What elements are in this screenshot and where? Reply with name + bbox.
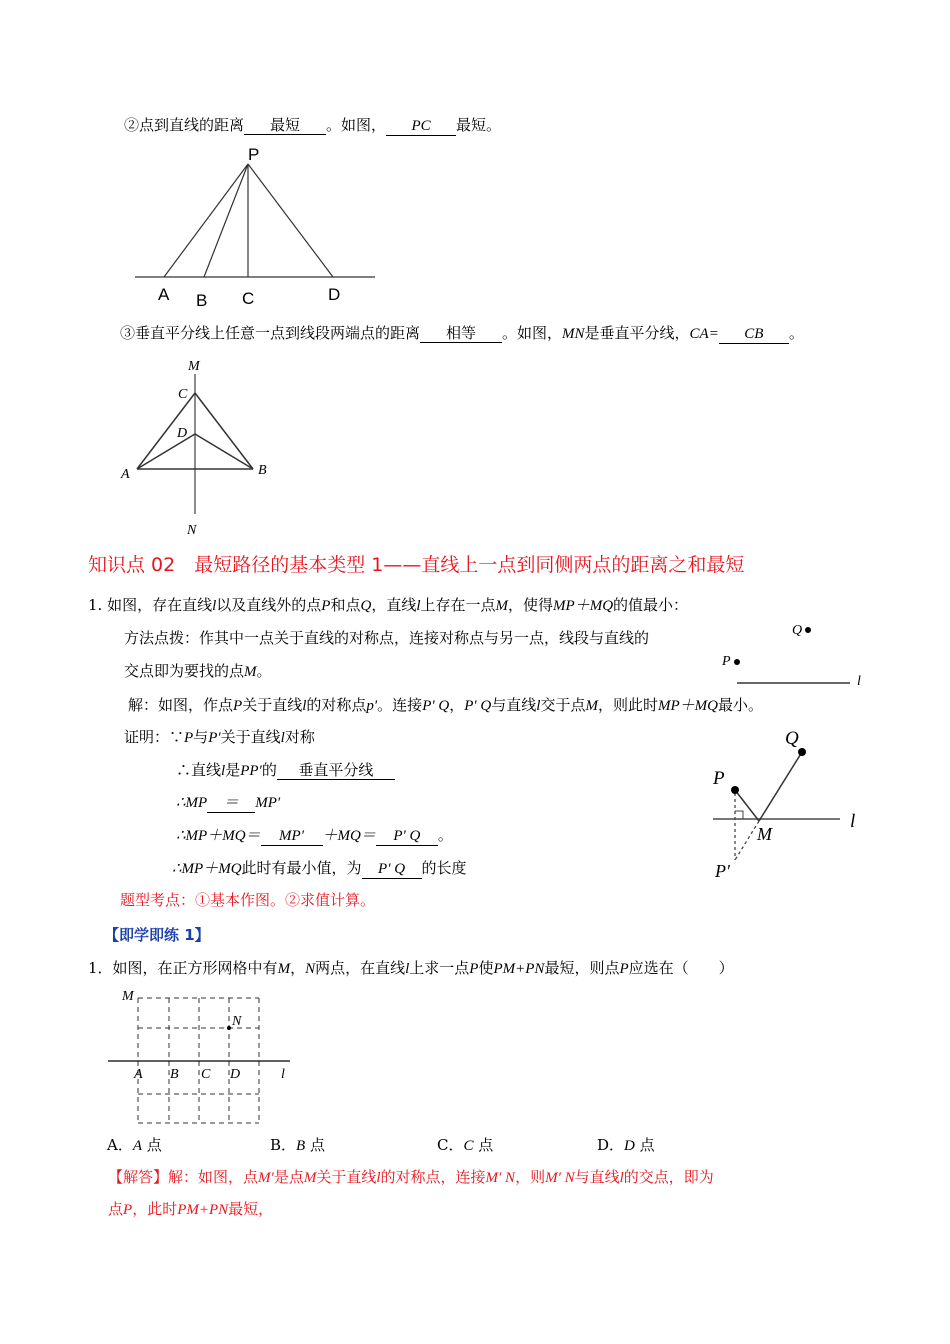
exam-points: 题型考点：①基本作图。②求值计算。 <box>120 891 376 909</box>
option-suffix: 点 <box>309 1136 325 1154</box>
label-m: M <box>188 359 200 374</box>
text: ，则此时 <box>597 696 658 714</box>
segment-pm <box>735 790 759 821</box>
text: 解：如图，点 <box>168 1168 259 1186</box>
label-d: D <box>230 1067 241 1082</box>
var-m: M <box>585 698 598 714</box>
proof-line-4 <box>176 826 453 846</box>
text: ∴MP＋MQ＝ <box>176 828 261 844</box>
option-c[interactable] <box>437 1135 493 1156</box>
option-key: A． <box>107 1136 133 1154</box>
text: ， <box>449 696 465 714</box>
segment-bd <box>195 434 253 469</box>
label-b: B <box>196 291 208 310</box>
text: 的 <box>261 761 277 779</box>
answer-tag: 【解答】 <box>108 1168 169 1186</box>
text: 点 <box>108 1200 124 1218</box>
problem-1-intro <box>88 595 688 616</box>
blank-shortest: 最短 <box>244 117 326 135</box>
text: 交点即为要找的点 <box>124 662 245 680</box>
answer-line-1 <box>108 1167 714 1188</box>
var-p-prime: P′ <box>208 730 221 746</box>
text: 此时有最小值，为 <box>241 859 362 877</box>
var-p: P <box>619 961 629 977</box>
option-key: D． <box>597 1136 625 1154</box>
section-2-line <box>124 115 501 136</box>
text: 关于直线 <box>316 1168 377 1186</box>
solution-line <box>128 695 763 716</box>
text: 是 <box>225 761 241 779</box>
text: 的长度 <box>421 859 467 877</box>
var-m: M <box>303 1170 317 1186</box>
label-d: D <box>177 426 188 441</box>
text: 上存在一点 <box>420 596 496 614</box>
var-m: M <box>277 961 291 977</box>
text: 如图，在正方形网格中有 <box>112 959 278 977</box>
section-2-prefix: ②点到直线的距离 <box>124 116 245 134</box>
label-p: P <box>722 654 731 669</box>
text: 的对称点，连接 <box>380 1168 486 1186</box>
text: 最短， <box>228 1200 274 1218</box>
segment-pp: PP′ <box>240 763 262 779</box>
segment-pq: P′ Q <box>422 698 450 714</box>
segment-bc <box>195 393 253 469</box>
text: 上求一点 <box>409 959 470 977</box>
var-m: M <box>495 598 509 614</box>
option-d[interactable] <box>597 1135 655 1156</box>
label-a: A <box>121 467 130 482</box>
blank-pq: P′ Q <box>376 828 438 846</box>
point-p <box>734 659 740 665</box>
method-tip-line-1: 方法点拨：作其中一点关于直线的对称点，连接对称点与另一点，线段与直线的 <box>124 629 650 647</box>
section-3-middle1: 。如图， <box>502 324 563 342</box>
var-p: P <box>321 598 331 614</box>
var-l: l <box>405 961 410 977</box>
label-q: Q <box>792 623 803 638</box>
text: 与 <box>193 728 209 746</box>
text: 如图，存在直线 <box>107 596 213 614</box>
expr: MP＋MQ <box>553 598 614 614</box>
label-l: l <box>850 811 856 832</box>
answer-line-2 <box>108 1199 273 1220</box>
option-var: A <box>132 1138 143 1154</box>
text: 交于点 <box>540 696 586 714</box>
label-l: l <box>857 674 861 689</box>
text: 关于直线 <box>242 696 303 714</box>
proof-line-3 <box>176 793 280 813</box>
label-c: C <box>178 387 188 402</box>
text: 最短，则点 <box>544 959 620 977</box>
var-l: l <box>221 763 226 779</box>
text: ，直线 <box>371 596 417 614</box>
label-b: B <box>258 463 267 478</box>
blank-perp-bisector: 垂直平分线 <box>277 762 395 780</box>
blank-mp-prime: MP′ <box>261 828 323 846</box>
segment-mn: M′ N <box>485 1170 516 1186</box>
segment-pb <box>204 164 248 277</box>
right-angle-mark <box>735 811 743 819</box>
var-p-prime: p′ <box>366 698 378 714</box>
text: 。连接 <box>377 696 423 714</box>
var-n: N <box>305 961 316 977</box>
segment-pa <box>164 164 248 277</box>
text: 最小。 <box>717 696 763 714</box>
problem-number: 1. <box>88 596 103 614</box>
text: ， <box>290 959 306 977</box>
blank-equals: ＝ <box>207 795 255 813</box>
option-a[interactable] <box>107 1135 162 1156</box>
text: 解：如图，作点 <box>128 696 234 714</box>
knowledge-point-heading: 知识点 02 最短路径的基本类型 1——直线上一点到同侧两点的距离之和最短 <box>88 554 745 576</box>
text: 与直线 <box>574 1168 620 1186</box>
figure-perpendicular-bisector <box>115 352 285 542</box>
var-l: l <box>280 730 285 746</box>
blank-equal: 相等 <box>420 325 502 343</box>
text: 对称 <box>284 728 315 746</box>
var-m-prime: M′ <box>258 1170 274 1186</box>
text: ，则 <box>515 1168 546 1186</box>
text: ∴MP <box>176 795 208 811</box>
label-d: D <box>328 285 341 304</box>
var-p: P <box>184 730 194 746</box>
text: ，此时 <box>132 1200 178 1218</box>
label-a: A <box>134 1067 143 1082</box>
point-q <box>805 627 811 633</box>
expr: PM+PN <box>177 1202 229 1218</box>
label-n: N <box>187 523 197 538</box>
section-3-line <box>120 323 804 344</box>
blank-pq-length: P′ Q <box>362 861 422 879</box>
blank-pc: PC <box>386 118 456 136</box>
var-q: Q <box>360 598 372 614</box>
text: 以及直线外的点 <box>216 596 322 614</box>
text: 的值最小： <box>613 596 689 614</box>
text: ∴MP＋MQ <box>172 861 242 877</box>
var-p: P <box>233 698 243 714</box>
var-l: l <box>416 598 421 614</box>
figure-point-to-line <box>130 140 380 310</box>
section-2-middle: 。如图， <box>326 116 387 134</box>
option-var: D <box>624 1138 635 1154</box>
label-m: M <box>122 989 134 1004</box>
text: 两点，在直线 <box>315 959 406 977</box>
segment-pd <box>248 164 333 277</box>
label-p: P <box>713 768 725 789</box>
practice-question <box>88 958 734 979</box>
section-3-suffix: 。 <box>788 324 804 342</box>
var-l: l <box>536 698 541 714</box>
section-3-ca: CA= <box>689 326 719 342</box>
option-var: C <box>463 1138 474 1154</box>
segment-mq <box>759 752 802 821</box>
section-3-mn: MN <box>562 326 585 342</box>
figure-grid <box>105 985 305 1130</box>
text: 。 <box>256 662 272 680</box>
label-p: P <box>248 145 260 164</box>
text: 关于直线 <box>220 728 281 746</box>
text: ，使得 <box>508 596 554 614</box>
var-l: l <box>212 598 217 614</box>
blank-cb: CB <box>719 326 789 344</box>
label-q: Q <box>785 728 799 749</box>
label-l: l <box>281 1067 285 1082</box>
label-c: C <box>201 1067 211 1082</box>
text: 的对称点 <box>306 696 367 714</box>
proof-line-2 <box>176 760 395 781</box>
text: ＋MQ＝ <box>322 828 376 844</box>
figure-problem-setup <box>712 615 872 690</box>
section-2-suffix: 最短。 <box>456 116 502 134</box>
label-n: N <box>232 1014 242 1029</box>
proof-line-5 <box>172 858 467 879</box>
var-p: P <box>469 961 479 977</box>
point-q <box>798 748 806 756</box>
option-key: C． <box>437 1136 464 1154</box>
label-a: A <box>158 285 170 304</box>
text: ∴直线 <box>176 761 222 779</box>
expr: MP＋MQ <box>657 698 718 714</box>
proof-line-1 <box>124 727 315 748</box>
label-p-prime: P′ <box>715 861 730 881</box>
option-suffix: 点 <box>639 1136 655 1154</box>
text: 。 <box>437 828 453 844</box>
var-l: l <box>302 698 307 714</box>
var-l: l <box>376 1170 381 1186</box>
method-tip-line-2 <box>124 661 272 682</box>
point-n <box>227 1026 231 1030</box>
option-suffix: 点 <box>478 1136 494 1154</box>
text: 使 <box>478 959 494 977</box>
label-c: C <box>242 289 255 308</box>
var-m: M <box>244 664 257 680</box>
figure-reflection <box>705 725 875 885</box>
option-b[interactable] <box>270 1135 325 1156</box>
label-m: M <box>757 824 772 844</box>
segment-mn: M′ N <box>545 1170 575 1186</box>
text: 和点 <box>330 596 361 614</box>
text: 的交点，即为 <box>623 1168 714 1186</box>
text: 证明：∵ <box>124 728 185 746</box>
text: 应选在（ ） <box>628 959 734 977</box>
label-b: B <box>170 1067 179 1082</box>
section-3-middle2: 是垂直平分线， <box>584 324 690 342</box>
segment-pq: P′ Q <box>464 698 492 714</box>
point-p <box>731 786 739 794</box>
text: 是点 <box>273 1168 304 1186</box>
text: 与直线 <box>491 696 537 714</box>
option-suffix: 点 <box>146 1136 162 1154</box>
option-key: B． <box>270 1136 297 1154</box>
section-3-prefix: ③垂直平分线上任意一点到线段两端点的距离 <box>120 324 421 342</box>
option-var: B <box>296 1138 306 1154</box>
practice-header: 【即学即练 1】 <box>104 926 210 944</box>
question-number: 1． <box>88 959 113 977</box>
var-p: P <box>123 1202 133 1218</box>
var-l: l <box>619 1170 624 1186</box>
text: MP′ <box>255 795 281 811</box>
expr: PM+PN <box>493 961 545 977</box>
segment-mp-prime <box>735 821 759 860</box>
